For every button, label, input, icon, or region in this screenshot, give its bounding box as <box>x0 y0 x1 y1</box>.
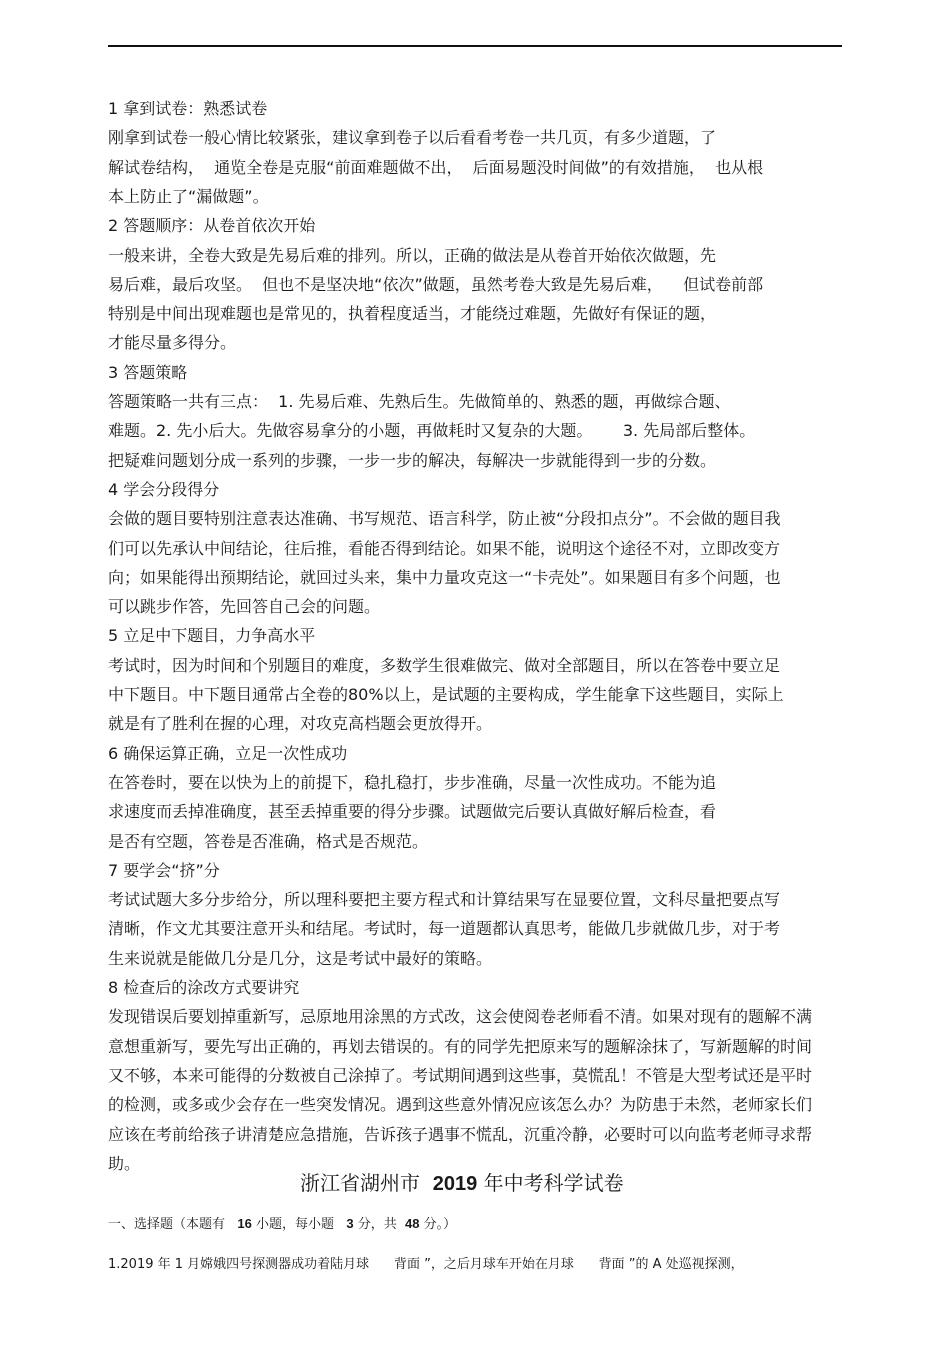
top-rule <box>108 45 842 47</box>
points-per-question: 3 <box>346 1216 354 1231</box>
body-line: 应该在考前给孩子讲清楚应急措施，告诉孩子遇事不慌乱，沉重冷静，必要时可以向监考老师寻求帮 <box>108 1124 813 1144</box>
body-line: 们可以先承认中间结论，往后推，看能否得到结论。如果不能，说明这个途径不对，立即改变方 <box>108 538 781 558</box>
body-line: 向；如果能得出预期结论，就回过头来，集中力量攻克这一“卡壳处”。如果题目有多个问题，也 <box>108 567 781 587</box>
body-line: 考试试题大多分步给分，所以理科要把主要方程式和计算结果写在显要位置，文科尽量把要点写 <box>108 890 781 910</box>
total-points: 48 <box>405 1216 420 1231</box>
section-text-b: 小题，每小题 <box>251 1217 347 1232</box>
body-line: 3 答题策略 <box>108 362 188 382</box>
body-line: 中下题目。中下题目通常占全卷的80%以上，是试题的主要构成，学生能拿下这些题目，实际上 <box>108 685 784 704</box>
body-line: 在答卷时，要在以快为上的前提下，稳扎稳打，步步准确，尽量一次性成功。不能为追 <box>108 772 717 792</box>
body-line: 求速度而丢掉准确度，甚至丢掉重要的得分步骤。试题做完后要认真做好解后检查，看 <box>108 802 717 822</box>
section-text-d: 分。） <box>419 1217 457 1232</box>
question-count: 16 <box>237 1216 252 1231</box>
exam-title <box>300 1169 624 1198</box>
body-line: 7 要学会“挤”分 <box>108 860 220 880</box>
body-line: 答题策略一共有三点： 1. 先易后难、先熟后生。先做简单的、熟悉的题，再做综合题、 <box>108 392 731 411</box>
exam-title-suffix: 年中考科学试卷 <box>477 1171 624 1195</box>
body-line: 5 立足中下题目，力争高水平 <box>108 626 316 646</box>
body-line: 是否有空题，答卷是否准确，格式是否规范。 <box>108 831 429 851</box>
body-line: 4 学会分段得分 <box>108 479 220 499</box>
body-line: 才能尽量多得分。 <box>108 333 237 353</box>
body-line: 的检测，或多或少会存在一些突发情况。遇到这些意外情况应该怎么办？为防患于未然，老师家长们 <box>108 1095 813 1115</box>
body-line: 生来说就是能做几分是几分，这是考试中最好的策略。 <box>108 948 493 968</box>
section-text-c: 分，共 <box>353 1217 406 1232</box>
body-line: 一般来讲，全卷大致是先易后难的排列。所以，正确的做法是从卷首开始依次做题，先 <box>108 245 717 265</box>
body-line: 考试时，因为时间和个别题目的难度，多数学生很难做完、做对全部题目，所以在答卷中要立足 <box>108 655 781 675</box>
question-1-text: 1.2019 年 1 月嫦娥四号探测器成功着陆月球 背面 ”，之后月球车开始在月球 背面 ”的 A 处巡视探测， <box>108 1257 744 1272</box>
section-text-a: 一、选择题（本题有 <box>108 1217 238 1232</box>
body-line: 就是有了胜利在握的心理，对攻克高档题会更放得开。 <box>108 714 493 734</box>
body-line: 特别是中间出现难题也是常见的，执着程度适当，才能绕过难题，先做好有保证的题， <box>108 304 717 324</box>
body-line: 解试卷结构， 通览全卷是克服“前面难题做不出， 后面易题没时间做”的有效措施， 也从根 <box>108 157 764 177</box>
section-heading <box>108 1215 456 1234</box>
body-line: 易后难，最后攻坚。 但也不是坚决地“依次”做题，虽然考卷大致是先易后难， 但试卷前部 <box>108 274 764 294</box>
body-line: 发现错误后要划掉重新写，忌原地用涂黑的方式改，这会使阅卷老师看不清。如果对现有的题解不满 <box>108 1007 813 1027</box>
body-line: 又不够，本来可能得的分数被自己涂掉了。考试期间遇到这些事，莫慌乱！不管是大型考试还是平时 <box>108 1065 813 1085</box>
body-line: 6 确保运算正确，立足一次性成功 <box>108 743 348 763</box>
body-line: 助。 <box>108 1153 141 1173</box>
body-line: 本上防止了“漏做题”。 <box>108 186 269 206</box>
body-line: 1 拿到试卷：熟悉试卷 <box>108 99 268 118</box>
body-line: 会做的题目要特别注意表达准确、书写规范、语言科学，防止被“分段扣点分”。不会做的题目我 <box>108 509 781 529</box>
exam-title-year: 2019 <box>432 1173 478 1195</box>
body-line: 难题。2. 先小后大。先做容易拿分的小题，再做耗时又复杂的大题。 3. 先局部后整体。 <box>108 421 756 441</box>
body-line: 把疑难问题划分成一系列的步骤，一步一步的解决，每解决一步就能得到一步的分数。 <box>108 450 717 470</box>
body-line: 意想重新写，要先写出正确的，再划去错误的。有的同学先把原来写的题解涂抹了，写新题解的时间 <box>108 1036 813 1056</box>
exam-title-prefix: 浙江省湖州市 <box>300 1171 433 1195</box>
body-line: 可以跳步作答，先回答自己会的问题。 <box>108 597 381 617</box>
body-line: 刚拿到试卷一般心情比较紧张，建议拿到卷子以后看看考卷一共几页，有多少道题，了 <box>108 128 717 148</box>
body-line: 清晰，作文尤其要注意开头和结尾。考试时，每一道题都认真思考，能做几步就做几步，对于考 <box>108 919 781 939</box>
body-line: 2 答题顺序：从卷首依次开始 <box>108 216 316 236</box>
body-line: 8 检查后的涂改方式要讲究 <box>108 978 300 997</box>
